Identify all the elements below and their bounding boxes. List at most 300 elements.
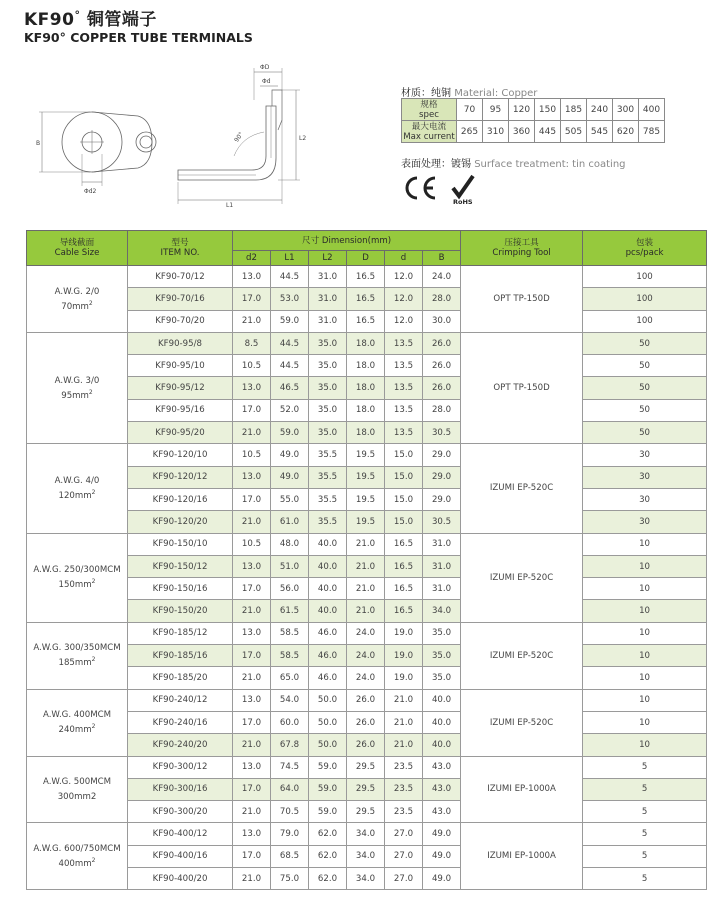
dimension-cell: 18.0	[347, 422, 385, 444]
dimension-cell: 13.0	[233, 689, 271, 711]
dimension-cell: 74.5	[271, 756, 309, 778]
dimension-cell: 31.0	[309, 310, 347, 332]
label-d: Φd	[262, 78, 271, 85]
dimension-cell: 43.0	[423, 778, 461, 800]
pack-cell: 100	[583, 266, 707, 288]
pack-cell: 10	[583, 578, 707, 600]
table-row	[27, 332, 707, 354]
terminal-drawing	[20, 60, 320, 210]
dimension-cell: 16.5	[347, 310, 385, 332]
item-no-cell: KF90-95/10	[128, 355, 233, 377]
dimension-cell: 59.0	[271, 310, 309, 332]
cable-mm: 240mm	[58, 725, 92, 736]
dimension-cell: 24.0	[347, 622, 385, 644]
col-item-no	[128, 231, 233, 266]
table-row	[27, 488, 707, 510]
table-row	[27, 310, 707, 332]
dimension-cell: 26.0	[347, 734, 385, 756]
dimension-cell: 13.5	[385, 422, 423, 444]
dimension-cell: 13.5	[385, 355, 423, 377]
cable-mm-sup: 2	[88, 388, 93, 396]
current-row	[402, 121, 665, 143]
table-body	[27, 266, 707, 890]
item-no-cell: KF90-185/12	[128, 622, 233, 644]
col-item-en: ITEM NO.	[160, 248, 200, 258]
dimension-cell: 49.0	[423, 823, 461, 845]
item-no-cell: KF90-120/10	[128, 444, 233, 466]
dimension-cell: 13.0	[233, 823, 271, 845]
dimension-cell: 59.0	[309, 801, 347, 823]
cable-mm-sup: 2	[91, 578, 96, 586]
dimension-cell: 17.0	[233, 711, 271, 733]
dimension-cell: 15.0	[385, 466, 423, 488]
pack-cell: 5	[583, 756, 707, 778]
dimension-cell: 18.0	[347, 377, 385, 399]
cable-mm: 70mm	[61, 301, 89, 312]
crimping-tool-cell: IZUMI EP-1000A	[461, 756, 583, 823]
item-no-cell: KF90-240/16	[128, 711, 233, 733]
dimension-cell: 17.0	[233, 578, 271, 600]
item-no-cell: KF90-95/12	[128, 377, 233, 399]
dimension-cell: 28.0	[423, 399, 461, 421]
dimension-cell: 13.0	[233, 466, 271, 488]
crimping-tool-cell: IZUMI EP-1000A	[461, 823, 583, 890]
current-cell: 620	[613, 121, 639, 143]
col-d: d	[385, 251, 423, 266]
dimension-cell: 31.0	[309, 288, 347, 310]
pack-cell: 10	[583, 711, 707, 733]
cable-size-cell	[27, 533, 128, 622]
item-no-cell: KF90-120/16	[128, 488, 233, 510]
current-cell: 360	[509, 121, 535, 143]
cable-mm-sup: 2	[91, 723, 96, 731]
dimension-cell: 35.0	[309, 422, 347, 444]
page-title-cn	[24, 5, 157, 30]
dimension-cell: 17.0	[233, 845, 271, 867]
dimension-cell: 13.5	[385, 377, 423, 399]
dimension-cell: 24.0	[423, 266, 461, 288]
dimension-cell: 21.0	[233, 600, 271, 622]
col-L1: L1	[271, 251, 309, 266]
label-D: ΦD	[260, 64, 270, 71]
cable-mm-sup: 2	[91, 656, 96, 664]
dimension-cell: 61.0	[271, 511, 309, 533]
dimension-cell: 40.0	[309, 533, 347, 555]
dimension-cell: 46.0	[309, 667, 347, 689]
dimension-cell: 24.0	[347, 645, 385, 667]
col-D: D	[347, 251, 385, 266]
dimension-cell: 17.0	[233, 399, 271, 421]
spec-cell: 95	[483, 99, 509, 121]
table-row	[27, 288, 707, 310]
dimension-cell: 10.5	[233, 355, 271, 377]
dimension-cell: 26.0	[347, 711, 385, 733]
pack-cell: 100	[583, 310, 707, 332]
label-d2: Φd2	[84, 188, 97, 195]
dimension-cell: 30.0	[423, 310, 461, 332]
dimension-cell: 16.5	[385, 578, 423, 600]
dimension-cell: 24.0	[347, 667, 385, 689]
dimension-cell: 19.5	[347, 466, 385, 488]
dimension-cell: 12.0	[385, 288, 423, 310]
cable-awg: A.W.G. 400MCM	[42, 710, 112, 721]
item-no-cell: KF90-150/16	[128, 578, 233, 600]
dimension-cell: 21.0	[347, 533, 385, 555]
dimension-cell: 21.0	[233, 310, 271, 332]
dimension-cell: 16.5	[347, 266, 385, 288]
dimension-cell: 13.0	[233, 266, 271, 288]
dimension-cell: 64.0	[271, 778, 309, 800]
dimension-cell: 21.0	[233, 511, 271, 533]
table-row	[27, 511, 707, 533]
surface-line	[401, 155, 626, 170]
dimension-cell: 43.0	[423, 756, 461, 778]
pack-cell: 10	[583, 734, 707, 756]
dimension-cell: 21.0	[347, 578, 385, 600]
spec-label-en: spec	[419, 109, 439, 120]
pack-cell: 10	[583, 622, 707, 644]
dimension-cell: 34.0	[347, 823, 385, 845]
table-row	[27, 266, 707, 288]
dimension-cell: 55.0	[271, 488, 309, 510]
dimension-cell: 19.0	[385, 622, 423, 644]
col-tool-cn: 压接工具	[504, 238, 539, 248]
dimension-cell: 62.0	[309, 823, 347, 845]
col-B: B	[423, 251, 461, 266]
dimension-cell: 27.0	[385, 823, 423, 845]
item-no-cell: KF90-185/16	[128, 645, 233, 667]
table-header-row	[27, 231, 707, 251]
item-no-cell: KF90-185/20	[128, 667, 233, 689]
rohs-mark	[453, 176, 473, 206]
dimension-cell: 59.0	[309, 778, 347, 800]
item-no-cell: KF90-95/8	[128, 332, 233, 354]
item-no-cell: KF90-240/20	[128, 734, 233, 756]
col-d2: d2	[233, 251, 271, 266]
cable-awg: A.W.G. 250/300MCM	[33, 565, 121, 576]
col-L2: L2	[309, 251, 347, 266]
dimension-cell: 27.0	[385, 868, 423, 890]
pack-cell: 5	[583, 868, 707, 890]
pack-cell: 30	[583, 444, 707, 466]
dimension-cell: 21.0	[385, 689, 423, 711]
dimension-cell: 21.0	[233, 667, 271, 689]
dimension-cell: 29.0	[423, 466, 461, 488]
dimension-cell: 26.0	[347, 689, 385, 711]
current-cell: 545	[587, 121, 613, 143]
pack-cell: 10	[583, 555, 707, 577]
spec-label-cn: 规格	[420, 99, 438, 110]
dimension-cell: 52.0	[271, 399, 309, 421]
cable-mm: 185mm	[58, 658, 92, 669]
pack-cell: 50	[583, 332, 707, 354]
dimension-cell: 40.0	[423, 711, 461, 733]
col-crimping-tool	[461, 231, 583, 266]
dimension-cell: 49.0	[271, 444, 309, 466]
dimension-cell: 10.5	[233, 533, 271, 555]
dimension-cell: 16.5	[385, 600, 423, 622]
item-no-cell: KF90-240/12	[128, 689, 233, 711]
dimension-cell: 54.0	[271, 689, 309, 711]
cable-mm-sup: 2	[88, 299, 93, 307]
table-row	[27, 444, 707, 466]
table-row	[27, 734, 707, 756]
dimension-cell: 31.0	[309, 266, 347, 288]
table-row	[27, 845, 707, 867]
page-title-en: KF90° COPPER TUBE TERMINALS	[24, 30, 253, 45]
dimension-cell: 50.0	[309, 734, 347, 756]
dimension-cell: 44.5	[271, 355, 309, 377]
crimping-tool-cell: OPT TP-150D	[461, 332, 583, 443]
dimension-cell: 8.5	[233, 332, 271, 354]
dimension-cell: 21.0	[385, 711, 423, 733]
cable-awg: A.W.G. 2/0	[54, 286, 100, 297]
label-L1: L1	[226, 202, 234, 209]
dimension-cell: 35.0	[423, 622, 461, 644]
pack-cell: 10	[583, 533, 707, 555]
dimension-cell: 50.0	[309, 689, 347, 711]
material-line	[401, 84, 537, 99]
table-row	[27, 645, 707, 667]
item-no-cell: KF90-400/12	[128, 823, 233, 845]
cable-awg: A.W.G. 300/350MCM	[33, 643, 121, 654]
item-no-cell: KF90-400/20	[128, 868, 233, 890]
dimension-cell: 15.0	[385, 444, 423, 466]
table-row	[27, 778, 707, 800]
dimension-cell: 51.0	[271, 555, 309, 577]
cable-awg: A.W.G. 4/0	[54, 476, 100, 487]
dimension-cell: 75.0	[271, 868, 309, 890]
crimping-tool-cell: IZUMI EP-520C	[461, 444, 583, 533]
current-cell: 265	[457, 121, 483, 143]
spec-table	[401, 98, 665, 143]
pack-cell: 10	[583, 645, 707, 667]
dimension-cell: 35.5	[309, 466, 347, 488]
pack-cell: 50	[583, 355, 707, 377]
dimension-cell: 12.0	[385, 266, 423, 288]
dimension-cell: 19.0	[385, 667, 423, 689]
crimping-tool-cell: OPT TP-150D	[461, 266, 583, 333]
dimension-cell: 21.0	[233, 801, 271, 823]
item-no-cell: KF90-300/16	[128, 778, 233, 800]
item-no-cell: KF90-150/10	[128, 533, 233, 555]
dimension-cell: 19.5	[347, 488, 385, 510]
spec-cell: 400	[639, 99, 665, 121]
table-row	[27, 600, 707, 622]
col-pack-cn: 包装	[635, 238, 654, 248]
pack-cell: 5	[583, 845, 707, 867]
label-L2: L2	[299, 135, 307, 142]
dimension-cell: 16.5	[347, 288, 385, 310]
dimension-cell: 29.5	[347, 801, 385, 823]
dimension-cell: 79.0	[271, 823, 309, 845]
dimension-cell: 17.0	[233, 288, 271, 310]
current-label-cn: 最大电流	[411, 121, 447, 132]
dimension-cell: 34.0	[347, 868, 385, 890]
dimension-cell: 46.0	[309, 622, 347, 644]
item-no-cell: KF90-95/20	[128, 422, 233, 444]
cable-awg: A.W.G. 500MCM	[42, 777, 112, 788]
dimension-cell: 23.5	[385, 778, 423, 800]
cable-mm: 300mm2	[57, 791, 97, 802]
cable-awg: A.W.G. 600/750MCM	[33, 843, 121, 854]
table-row	[27, 711, 707, 733]
spec-row	[402, 99, 665, 121]
item-no-cell: KF90-400/16	[128, 845, 233, 867]
dimension-cell: 18.0	[347, 355, 385, 377]
current-cell: 785	[639, 121, 665, 143]
material-en: Material: Copper	[454, 88, 538, 99]
table-row	[27, 756, 707, 778]
cert-logos	[401, 172, 501, 206]
dimension-cell: 26.0	[423, 355, 461, 377]
cable-mm-sup: 2	[91, 489, 96, 497]
crimping-tool-cell: IZUMI EP-520C	[461, 622, 583, 689]
dimension-cell: 61.5	[271, 600, 309, 622]
dimension-cell: 30.5	[423, 422, 461, 444]
cable-size-cell	[27, 444, 128, 533]
cable-size-cell	[27, 689, 128, 756]
dimension-cell: 17.0	[233, 645, 271, 667]
table-row	[27, 868, 707, 890]
dimension-cell: 29.5	[347, 778, 385, 800]
cable-mm: 95mm	[61, 390, 89, 401]
dimension-cell: 48.0	[271, 533, 309, 555]
dimension-cell: 40.0	[309, 600, 347, 622]
table-row	[27, 555, 707, 577]
item-no-cell: KF90-70/20	[128, 310, 233, 332]
dimension-cell: 13.0	[233, 555, 271, 577]
dimension-cell: 31.0	[423, 555, 461, 577]
col-item-cn: 型号	[171, 238, 189, 248]
current-label	[402, 121, 457, 143]
table-row	[27, 466, 707, 488]
dimension-cell: 44.5	[271, 266, 309, 288]
dimension-cell: 35.0	[309, 377, 347, 399]
dimension-cell: 19.5	[347, 511, 385, 533]
dimension-cell: 19.0	[385, 645, 423, 667]
dimension-cell: 17.0	[233, 488, 271, 510]
dimension-cell: 23.5	[385, 756, 423, 778]
dimension-cell: 21.0	[233, 734, 271, 756]
pack-cell: 30	[583, 488, 707, 510]
dimension-cell: 31.0	[423, 533, 461, 555]
item-no-cell: KF90-300/12	[128, 756, 233, 778]
table-row	[27, 533, 707, 555]
dimension-cell: 21.0	[385, 734, 423, 756]
table-row	[27, 377, 707, 399]
table-row	[27, 823, 707, 845]
col-cable-en: Cable Size	[54, 248, 100, 258]
pack-cell: 30	[583, 466, 707, 488]
title-degree: °	[74, 8, 81, 22]
pack-cell: 30	[583, 511, 707, 533]
spec-cell: 185	[561, 99, 587, 121]
item-no-cell: KF90-300/20	[128, 801, 233, 823]
dimension-cell: 35.0	[423, 645, 461, 667]
cable-size-cell	[27, 823, 128, 890]
dimension-cell: 60.0	[271, 711, 309, 733]
crimping-tool-cell: IZUMI EP-520C	[461, 533, 583, 622]
dimension-cell: 13.5	[385, 399, 423, 421]
surface-cn: 表面处理：镀锡	[401, 159, 471, 170]
crimping-tool-cell: IZUMI EP-520C	[461, 689, 583, 756]
dimension-cell: 50.0	[309, 711, 347, 733]
ce-mark	[407, 178, 435, 198]
rohs-text: RoHS	[453, 198, 473, 206]
dimension-cell: 29.0	[423, 444, 461, 466]
current-cell: 310	[483, 121, 509, 143]
title-cn-text: 铜管端子	[80, 10, 157, 30]
dimension-cell: 10.5	[233, 444, 271, 466]
pack-cell: 10	[583, 667, 707, 689]
label-b: B	[36, 140, 41, 147]
current-cell: 505	[561, 121, 587, 143]
tube-side	[178, 106, 276, 180]
dimension-cell: 12.0	[385, 310, 423, 332]
spec-cell: 150	[535, 99, 561, 121]
dimension-cell: 46.5	[271, 377, 309, 399]
cable-mm-sup: 2	[91, 856, 96, 864]
dimension-cell: 29.5	[347, 756, 385, 778]
col-cable-size	[27, 231, 128, 266]
dimension-cell: 68.5	[271, 845, 309, 867]
spec-cell: 300	[613, 99, 639, 121]
col-pack-en: pcs/pack	[625, 248, 664, 258]
item-no-cell: KF90-70/16	[128, 288, 233, 310]
table-row	[27, 399, 707, 421]
dimension-cell: 35.0	[309, 399, 347, 421]
table-row	[27, 422, 707, 444]
dimension-cell: 67.8	[271, 734, 309, 756]
cable-size-cell	[27, 622, 128, 689]
cable-size-cell	[27, 332, 128, 443]
dimension-cell: 18.0	[347, 399, 385, 421]
dimension-cell: 44.5	[271, 332, 309, 354]
spec-cell: 120	[509, 99, 535, 121]
dimension-cell: 18.0	[347, 332, 385, 354]
dimension-cell: 13.5	[385, 332, 423, 354]
cable-size-cell	[27, 266, 128, 333]
pack-cell: 50	[583, 422, 707, 444]
dimension-cell: 23.5	[385, 801, 423, 823]
dimension-cell: 40.0	[309, 578, 347, 600]
dimension-cell: 46.0	[309, 645, 347, 667]
dimension-cell: 40.0	[423, 689, 461, 711]
dimension-cell: 17.0	[233, 778, 271, 800]
table-row	[27, 667, 707, 689]
dimension-cell: 31.0	[423, 578, 461, 600]
dimension-cell: 40.0	[309, 555, 347, 577]
cable-mm: 400mm	[58, 858, 92, 869]
pack-cell: 5	[583, 823, 707, 845]
col-pack	[583, 231, 707, 266]
dimension-cell: 40.0	[423, 734, 461, 756]
current-label-en: Max current	[403, 131, 455, 142]
table-row	[27, 622, 707, 644]
dimension-cell: 19.5	[347, 444, 385, 466]
dimension-cell: 59.0	[271, 422, 309, 444]
item-no-cell: KF90-150/12	[128, 555, 233, 577]
spec-cell: 70	[457, 99, 483, 121]
dimension-cell: 16.5	[385, 533, 423, 555]
dimension-cell: 21.0	[347, 555, 385, 577]
spec-cell: 240	[587, 99, 613, 121]
item-no-cell: KF90-150/20	[128, 600, 233, 622]
label-angle: 90°	[233, 130, 246, 144]
dimension-cell: 35.0	[309, 355, 347, 377]
item-no-cell: KF90-120/20	[128, 511, 233, 533]
